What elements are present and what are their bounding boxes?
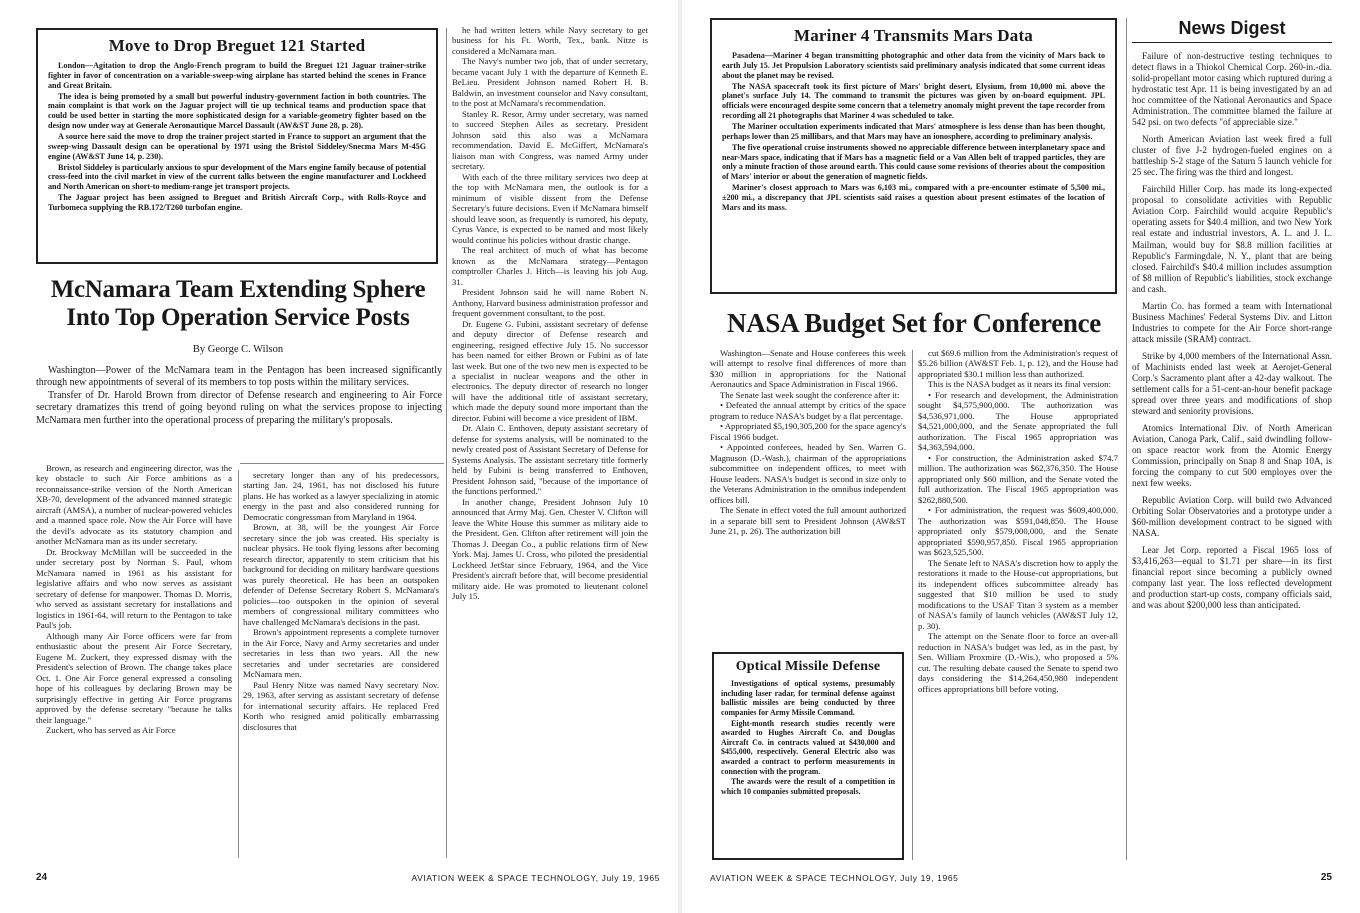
breguet-title: Move to Drop Breguet 121 Started <box>108 36 366 55</box>
nasa-col-2 <box>918 348 1118 860</box>
body-paragraph: Stanley R. Resor, Army under secretary, was named to succeed Stephen Ailes as secretary. President Johnson said this also was a McNamara recommendation. David E. McGiffert, McNamara's liaison man with Congress, was named Army under secretary. <box>452 108 648 172</box>
body-paragraph: President Johnson said he will name Robert N. Anthony, Harvard business administration professor and frequent government consultant, to the post. <box>452 287 648 319</box>
column-rule <box>1126 18 1127 860</box>
body-paragraph: The Navy's number two job, that of under secretary, became vacant July 1 with the departure of Kenneth E. BeLieu. President Johnson named Robert H. B. Baldwin, an investment counselor and Navy consultant, to the post at McNamara's recommendation. <box>452 56 648 109</box>
body-paragraph: Brown's appointment represents a complete turnover in the Air Force, Navy and Army secretaries and under secretaries in less than two years. All the new secretaries and under secretaries are considered McNamara men. <box>243 627 439 680</box>
lead-paragraph: Transfer of Dr. Harold Brown from director of Defense research and engineering to Air Force secretary dramatizes this trend of going beyond ruling on what the services propose to injecting McNamara men further into the operational process of preparing the military's proposals. <box>36 389 442 426</box>
body-paragraph: • For research and development, the Administration sought $4,575,900,000. The authorization was $4,536,971,000. The House appropriated $4,521,000,000, and the Senate appropriated the full authorization. The Fiscal 1965 appropriation was $4,363,594,000. <box>918 389 1118 453</box>
mariner-para: The Mariner occultation experiments indicated that Mars' atmosphere is less dense than has been thought, perhaps lower than 25 millibars, and that Mars may have an ionosphere, according to preliminary analysis. <box>722 122 1105 141</box>
body-paragraph: Dr. Brockway McMillan will be succeeded in the under secretary post by Norman S. Paul, whom McNamara named in 1961 as his assistant for legislative affairs and who now serves as assistant secretary of defense for manpower. Thomas D. Morris, who served as assistant secretary for installations and logistics in 1961-64, will return to the Pentagon to take Paul's job. <box>36 546 232 631</box>
mcnamara-headline: McNamara Team Extending Sphere Into Top Operation Service Posts <box>50 276 426 331</box>
nasa-headline: NASA Budget Set for Conference <box>727 308 1101 338</box>
body-paragraph: Brown, as research and engineering director, was the key obstacle to such Air Force ambitions as a reconnaissance-strike version of the North American XB-70, development of the advanced manned strategic aircraft (AMSA), a number of nuclear-powered vehicles and a manned space role. Now the Air Force will have the devil's advocate as its statutory champion and another McNamara man as its under secretary. <box>36 463 232 547</box>
body-paragraph: The attempt on the Senate floor to force an over-all reduction in NASA's budget was led, as in the past, by Sen. William Proxmire (D.-Wis.), who proposed a 5% cut. The resulting debate caused the Senate to spend two days considering the $14,264,450,980 independent offices appropriations bill before voting. <box>918 631 1118 694</box>
column-rule <box>238 470 239 858</box>
body-paragraph: Washington—Senate and House conferees this week will attempt to resolve final differences of more than $30 million in appropriations for the National Aeronautics and Space Administration in Fiscal 1966. <box>710 348 906 390</box>
column-rule <box>446 28 447 858</box>
mariner-para: The NASA spacecraft took its first picture of Mars' bright desert, Elysium, from 10,000 mi. above the planet's surface July 14. The command to transmit the pictures was given by on-board equipment. JPL officials were encouraged despite some concern that a telemetry anomaly might prevent the tape recorder from recording all 21 photographs that Mariner 4 was scheduled to take. <box>722 81 1105 121</box>
body-paragraph: Paul Henry Nitze was named Navy secretary Nov. 29, 1963, after serving as assistant secretary of defense for international security affairs. He replaced Fred Korth who resigned amid politically embarrassing disclosures that <box>243 679 439 732</box>
column-rule <box>912 350 913 860</box>
digest-item: Lear Jet Corp. reported a Fiscal 1965 loss of $3,416,263—equal to $1.71 per share—in its first financial report since becoming a publicly owned company last year. The loss reflected development and production start-up costs, company officials said, and was about $200,000 less than anticipated. <box>1132 545 1332 611</box>
page-footer: AVIATION WEEK & SPACE TECHNOLOGY, July 19, 1965 <box>411 873 660 883</box>
body-paragraph: The real architect of much of what has become known as the McNamara strategy—Pentagon comptroller Charles J. Hitch—is leaving his job Aug. 31. <box>452 245 648 287</box>
digest-item: Republic Aviation Corp. will build two Advanced Orbiting Solar Observatories and a prototype under a $60-million development contract to be signed with NASA. <box>1132 495 1332 539</box>
body-paragraph: • Appointed conferees, headed by Sen. Warren G. Magnuson (D.-Wash.), chairman of the appropriations subcommittee on independent offices, to meet with House leaders. NASA's budget is second in size only to the Veterans Administration in the omnibus independent offices bill. <box>710 442 906 505</box>
body-paragraph: Brown, at 38, will be the youngest Air Force secretary since the job was created. His specialty is nuclear physics. He took flying lessons after becoming research director, apparently to stem criticism that his background for deciding on military hardware questions was purely theoretical. He has been an outspoken defender of Defense Secretary Robert S. McNamara's policies—too outspoken in the opinion of several members of congressional military committees who have challenged McNamara's decisions in the past. <box>243 522 439 627</box>
mariner-title: Mariner 4 Transmits Mars Data <box>793 26 1034 45</box>
body-paragraph: secretary longer than any of his predecessors, starting Jan. 24, 1961, has not disclosed his future plans. He has worked as a lawyer specializing in atomic energy in the past and also considered running for Democratic congressman from Maryland in 1964. <box>243 470 439 522</box>
digest-item: Atomics International Div. of North American Aviation, Canoga Park, Calif., said dwindling follow-on space reactor work from the Atomic Energy Commission, principally on Snap 8 and Snap 10A, is forcing the company to cut 500 employes over the next few weeks. <box>1132 422 1332 489</box>
optical-para: Investigations of optical systems, presumably including laser radar, for terminal defense against ballistic missiles are being conducted by three companies for Army Missile Command. <box>721 679 895 717</box>
nasa-col-1 <box>710 348 906 648</box>
body-paragraph: Dr. Alain C. Enthoven, deputy assistant secretary of defense for systems analysis, will be nominated to the newly created post of Assistant Secretary of Defense for Systems Analysis. The assistant secretary title formerly held by Fubini is being transferred to Enthoven, President Johnson said, "because of the importance of the functions performed." <box>452 423 648 497</box>
news-digest <box>1132 18 1332 862</box>
optical-para: The awards were the result of a competition in which 10 companies submitted proposals. <box>721 777 895 797</box>
body-paragraph: The Senate left to NASA's discretion how to apply the restorations it made to the House-cut appropriations, but its independent offices subcommittee already has suggested that $10 million be used to study modifications to the USAF Titan 3 system as a member of NASA's family of launch vehicles (AW&ST July 12, p. 30). <box>918 557 1118 631</box>
mcnamara-byline: By George C. Wilson <box>192 344 284 355</box>
page-number: 25 <box>1320 872 1332 883</box>
body-paragraph: With each of the three military services two deep at the top with McNamara men, the outlook is for a minimum of visible dissent from the Defense Secretary's future decisions. Even if McNamara himself should leave soon, as frequently is rumored, his deputy, Cyrus Vance, is expected to be named and most likely would continue his policies without drastic change. <box>452 171 648 245</box>
right-page <box>680 0 1360 913</box>
mariner-para: The five operational cruise instruments showed no appreciable difference between interplanetary space and near-Mars space, indicating that if Mars has a magnetic field or a Van Allen belt of trapped particles, they are only a minute fraction of those around earth. This could cause some revisions of theories about the composition of Mars' interior or about the generation of magnetic fields. <box>722 142 1105 182</box>
body-paragraph: This is the NASA budget as it nears its final version: <box>928 379 1111 390</box>
body-paragraph: • Defeated the annual attempt by critics of the space program to reduce NASA's budget by a flat percentage. <box>710 400 906 421</box>
mcnamara-col-2 <box>243 470 439 861</box>
body-paragraph: Dr. Eugene G. Fubini, assistant secretary of defense and deputy director of Defense research and engineering, resigned effective July 15. No successor has been named for either Brown or Fubini as of late last week. But one of the two new men is expected to be a specialist in nuclear weapons and the other in electronics. The deputy director of research no longer will have the additional title of assistant secretary, which made the deputy sound more important than the director. Fubini will become a vice president of IBM. <box>452 318 648 423</box>
optical-title: Optical Missile Defense <box>735 659 881 674</box>
news-digest-title: News Digest <box>1132 18 1332 43</box>
digest-item: Failure of non-destructive testing techniques to detect flaws in a Thiokol Chemical Corp. 260-in.-dia. solid-propellant motor casing which ruptured during a hydrostatic test Apr. 11 is being investigated by an ad hoc committee of the National Aeronautics and Space Administration. The committee blamed the failure at 542 psi. on two defects "of appreciable size." <box>1132 51 1332 128</box>
body-paragraph: • For administration, the request was $609,400,000. The authorization was $591,048,850. The House appropriated only $579,000,000, and the Senate appropriated $590,957,850. Fiscal 1965 appropriation was $623,525,500. <box>918 505 1118 558</box>
mcnamara-col-1 <box>36 463 232 861</box>
body-paragraph: The Senate last week sought the conference after it: <box>720 389 900 400</box>
body-paragraph: Zuckert, who has served as Air Force <box>46 725 176 736</box>
breguet-para: The Jaguar project has been assigned to Breguet and British Aircraft Corp., with Rolls-Royce and Turbomeca supplying the RB.172/T260 turbofan engine. <box>48 193 426 213</box>
digest-item: North American Aviation last week fired a full cluster of five J-2 hydrogen-fueled engines on a battleship S-2 stage of the Saturn 5 launch vehicle for 25 sec. The firing was the third and longest. <box>1132 134 1332 178</box>
mariner-para: Pasadena—Mariner 4 began transmitting photographic and other data from the vicinity of Mars back to earth July 15. Jet Propulsion Laboratory scientists said preliminary analysis indicated that some current ideas about the planet may be revised. <box>722 51 1105 80</box>
body-paragraph: • For construction, the Administration asked $74.7 million. The authorization was $62,376,350. The House appropriated only $60 million, and the Senate voted the full authorization. The Fiscal 1965 appropriation was $262,880,500. <box>918 452 1118 505</box>
body-paragraph: • Appropriated $5,190,305,200 for the space agency's Fiscal 1966 budget. <box>710 421 906 442</box>
mcnamara-col-3 <box>452 25 648 861</box>
body-paragraph: cut $69.6 million from the Administration's request of $5.26 billion (AW&ST Feb. 1, p. 12), and the House had appropriated $30.1 million less than authorized. <box>918 348 1118 379</box>
breguet-para: Bristol Siddeley is particularly anxious to spur development of the Mars engine family because of potential cross-feed into the civil market in view of the current talks between the engine manufacturer and Lockheed and North American on short-to medium-range jet transport projects. <box>48 162 426 192</box>
digest-item: Strike by 4,000 members of the International Assn. of Machinists ended last week at Aerojet-General Corp.'s Sacramento plant after a 42-day walkout. The settlement calls for a 51-cent-an-hour benefit package spread over three years and modifications of shop steward and seniority provisions. <box>1132 350 1332 416</box>
breguet-para: The idea is being promoted by a small but powerful industry-government faction in both countries. The main complaint is that work on the Jaguar project will tie up technical teams and production space that could be used better in starting the more sophisticated design for a variable-geometry fighter based on the design now under way at Generale Aeronautique Marcel Dassault (AW&ST June 28, p. 28). <box>48 91 426 131</box>
breguet-para: London—Agitation to drop the Anglo-French program to build the Breguet 121 Jaguar trainer-strike fighter in favor of concentration on a variable-sweep-wing airplane has started behind the scenes in France and Great Britain. <box>48 61 426 90</box>
mariner-para: Mariner's closest approach to Mars was 6,103 mi., compared with a pre-encounter estimate of 5,500 mi., ±200 mi., a discrepancy that JPL scientists said raises a question about present estimates of the location of Mars and its mass. <box>722 183 1105 212</box>
body-paragraph: Although many Air Force officers were far from enthusiastic about the present Air Force Secretary, Eugene M. Zuckert, they expressed dismay with the President's selection of Brown. The change takes place Oct. 1. One Air Force general expressed a consoling hope of his colleagues by declaring Brown may be surprisingly effective in getting Air Force programs approved by the defense secretary "because he talks their language." <box>36 630 232 725</box>
mcnamara-lead <box>36 365 442 461</box>
page-footer: AVIATION WEEK & SPACE TECHNOLOGY, July 19, 1965 <box>710 873 959 883</box>
breguet-box <box>36 28 438 264</box>
optical-box <box>712 652 904 860</box>
lead-paragraph: Washington—Power of the McNamara team in the Pentagon has been increased significantly through new appointments of several of its members to top posts within the military services. <box>36 365 442 389</box>
body-paragraph: he had written letters while Navy secretary to get business for his Ft. Worth, Tex., bank. Nitze is considered a McNamara man. <box>452 25 648 56</box>
optical-para: Eight-month research studies recently were awarded to Hughes Aircraft Co. and Douglas Aircraft Co. in contracts valued at $430,000 and $455,000, respectively. General Electric also was awarded a contract to perform measurements in connection with the program. <box>721 718 895 776</box>
body-paragraph: The Senate in effect voted the full amount authorized in a separate bill sent to President Johnson (AW&ST June 21, p. 26). The authorization bill <box>710 505 906 537</box>
page-number: 24 <box>36 872 48 883</box>
mariner-box <box>710 18 1117 294</box>
breguet-para: A source here said the move to drop the trainer project started in France to support an argument that the sweep-wing Dassault design can be operational by 1971 using the Bristol Siddeley/Snecma Mars M-45G engine (AW&ST June 14, p. 230). <box>48 132 426 161</box>
digest-item: Fairchild Hiller Corp. has made its long-expected proposal to consolidate activities with Republic Aviation Corp. Fairchild would acquire Republic's operating assets for $40.4 million, and two New York real estate and industrial investors, A. L. and J. L. Mailman, would buy for $8.8 million facilities at Republic's Farmingdale, N. Y., plant that are being closed. Fairchild's $40.4 million includes assumption of $8 million of Republic's liabilities, stock exchange and cash. <box>1132 184 1332 294</box>
digest-item: Martin Co. has formed a team with International Business Machines' Federal Systems Div. and Litton Industries to compete for the Air Force short-range attack missile (SRAM) contract. <box>1132 300 1332 344</box>
body-paragraph: In another change, President Johnson July 10 announced that Army Maj. Gen. Chester V. Clifton will leave the White House this summer as military aide to the President. Gen. Clifton after retirement will join the Thomas J. Deegan Co., a public relations firm of New York. Maj. James U. Cross, who piloted the presidential Lockheed JetStar since February, 1964, and the Vice President's aircraft before that, will become presidential military aide. He was promoted to lieutenant colonel July 15. <box>452 496 648 602</box>
section-rule <box>240 463 444 464</box>
